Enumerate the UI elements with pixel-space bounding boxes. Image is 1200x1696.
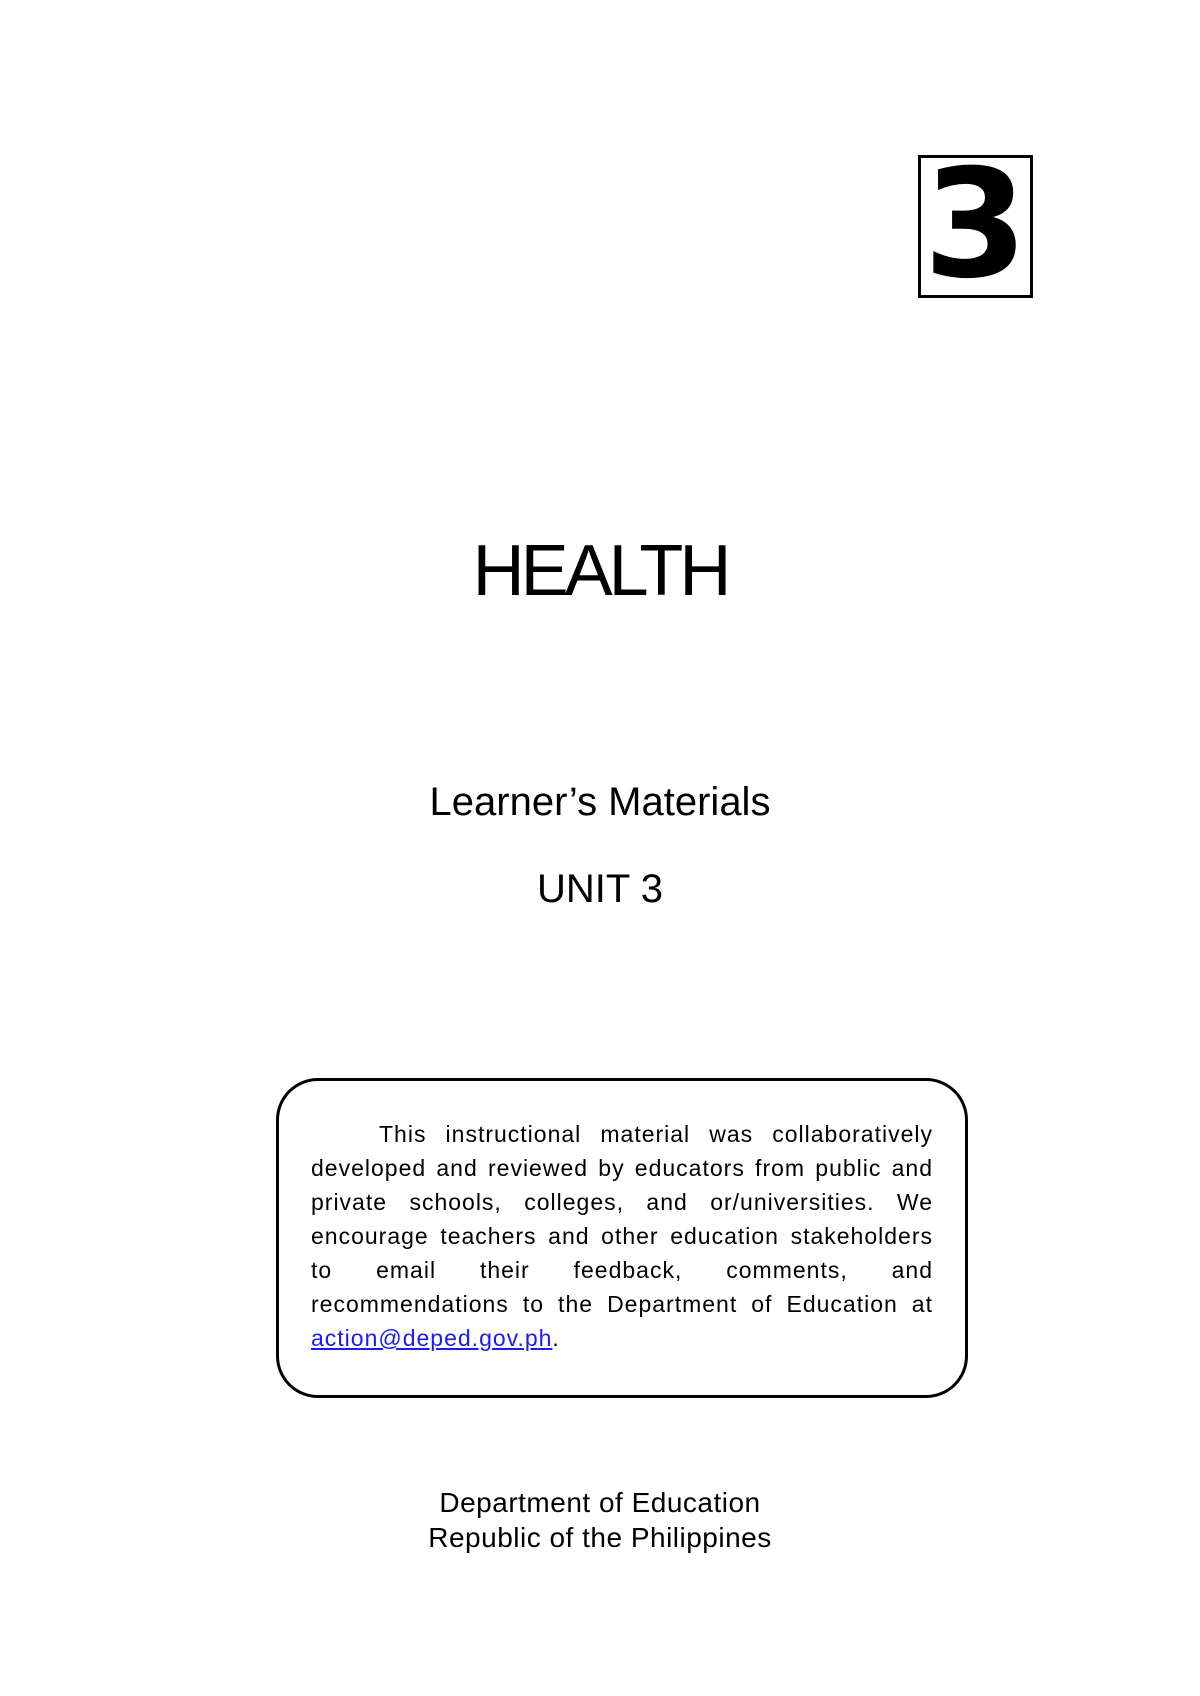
notice-paragraph [311,1117,933,1355]
notice-box [276,1078,968,1398]
page-title: HEALTH [472,531,728,611]
grade-number: 3 [923,137,1028,312]
notice-text: This instructional material was collaboratively developed and reviewed by educators from public and private schools, colleges, and or/universities. We encourage teachers and other education stakeholders to email their feedback, comments, and recommendations to the Department of Education at [311,1121,933,1317]
materials-subtitle: Learner’s Materials [429,780,771,824]
department-name: Department of Education [439,1487,761,1518]
publisher-block [0,1485,1200,1555]
unit-label: UNIT 3 [537,867,663,911]
email-link[interactable]: action@deped.gov.ph [311,1325,553,1351]
notice-end: . [552,1325,560,1351]
country-name: Republic of the Philippines [428,1522,772,1553]
grade-badge [918,137,1033,312]
